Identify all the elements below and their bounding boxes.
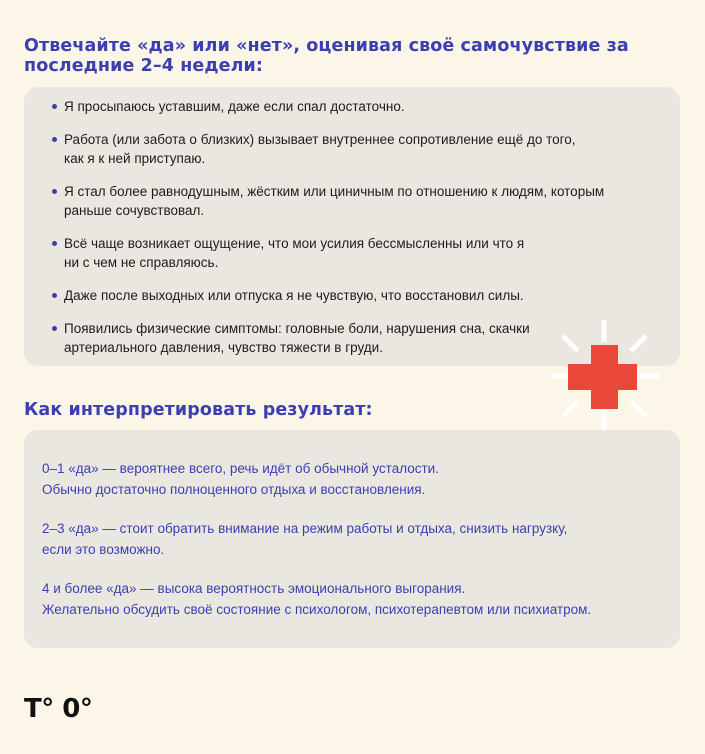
brand-logo: T° 0° — [24, 694, 93, 724]
question-item: Даже после выходных или отпуска я не чувствую, что восстановил силы. — [52, 286, 656, 305]
interpretation-item: 2–3 «да» — стоит обратить внимание на режим работы и отдыха, снизить нагрузку, если это возможно. — [42, 521, 568, 557]
cross-shape — [568, 345, 637, 409]
question-item: Появились физические симптомы: головные боли, нарушения сна, скачки артериального давления, чувство тяжести в груди. — [52, 319, 534, 357]
questions-heading: Отвечайте «да» или «нет», оценивая своё самочувствие за последние 2–4 недели: — [24, 36, 629, 76]
question-item: Работа (или забота о близких) вызывает внутреннее сопротивление ещё до того, как я к ней приступаю. — [52, 130, 584, 168]
interpretation-heading: Как интерпретировать результат: — [24, 400, 373, 420]
interpretation-panel — [24, 430, 680, 648]
interpretation-item: 4 и более «да» — высока вероятность эмоционального выгорания. Желательно обсудить своё состояние с психологом, психотерапевтом или психиатром. — [42, 581, 592, 617]
medical-cross-icon — [528, 300, 678, 450]
question-item: Я стал более равнодушным, жёстким или циничным по отношению к людям, которым раньше сочувствовал. — [52, 182, 654, 220]
question-item: Всё чаще возникает ощущение, что мои усилия бессмысленны или что я ни с чем не справляюсь. — [52, 234, 534, 272]
question-item: Я просыпаюсь уставшим, даже если спал достаточно. — [52, 97, 656, 116]
interpretation-item: 0–1 «да» — вероятнее всего, речь идёт об обычной усталости. Обычно достаточно полноценного отдыха и восстановления. — [42, 461, 439, 497]
